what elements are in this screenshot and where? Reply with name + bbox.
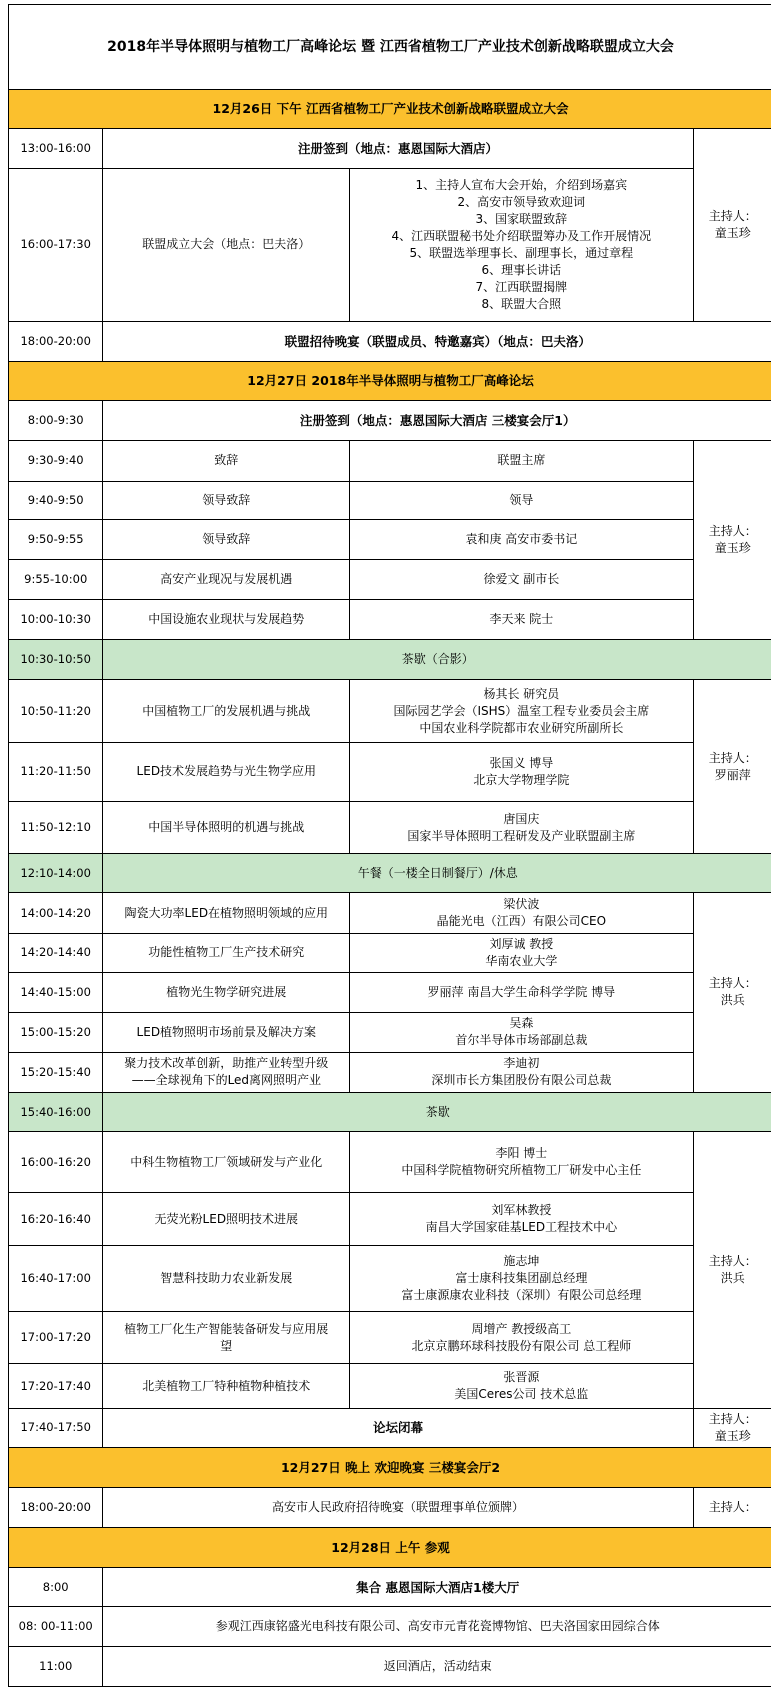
time-cell: 10:30-10:50 (9, 640, 103, 680)
time-cell: 16:00-16:20 (9, 1132, 103, 1193)
speaker-cell: 唐国庆 国家半导体照明工程研发及产业联盟副主席 (350, 801, 693, 853)
speaker-cell: 刘厚诚 教授 华南农业大学 (350, 934, 693, 973)
host-cell: 主持人： (693, 1488, 771, 1528)
topic-cell: 北美植物工厂特种植物种植技术 (103, 1364, 350, 1408)
time-cell: 15:20-15:40 (9, 1052, 103, 1092)
topic-cell: 领导致辞 (103, 520, 350, 560)
time-cell: 17:40-17:50 (9, 1408, 103, 1448)
topic-cell: 聚力技术改革创新，助推产业转型升级 ——全球视角下的Led离网照明产业 (103, 1052, 350, 1092)
schedule-row (9, 1646, 771, 1686)
schedule-row (9, 1052, 771, 1092)
closing-text: 论坛闭幕 (103, 1408, 693, 1448)
time-cell: 12:10-14:00 (9, 854, 103, 893)
topic-cell: 中国设施农业现状与发展趋势 (103, 600, 350, 640)
speaker-cell: 吴森 首尔半导体市场部副总裁 (350, 1012, 693, 1052)
host-cell: 主持人： 童玉珍 (693, 1408, 771, 1448)
schedule-row (9, 801, 771, 853)
schedule-row (9, 520, 771, 560)
time-cell: 9:55-10:00 (9, 560, 103, 600)
speaker-cell: 徐爱文 副市长 (350, 560, 693, 600)
time-cell: 15:40-16:00 (9, 1092, 103, 1132)
schedule-row (9, 1568, 771, 1607)
speaker-cell: 李阳 博士 中国科学院植物研究所植物工厂研发中心主任 (350, 1132, 693, 1193)
speaker-cell: 李天来 院士 (350, 600, 693, 640)
title-row (9, 5, 771, 90)
break-text: 茶歇（合影） (103, 640, 771, 680)
time-cell: 8:00 (9, 1568, 103, 1607)
schedule-row (9, 1193, 771, 1245)
schedule-row (9, 893, 771, 934)
schedule-row (9, 1245, 771, 1311)
evening-header: 12月27日 晚上 欢迎晚宴 三楼宴会厅2 (9, 1448, 771, 1488)
host-cell: 主持人： 洪兵 (693, 893, 771, 1092)
schedule-row (9, 1311, 771, 1363)
activity-text: 集合 惠恩国际大酒店1楼大厅 (103, 1568, 771, 1607)
speaker-cell: 领导 (350, 481, 693, 520)
schedule-row (9, 400, 771, 440)
time-cell: 17:00-17:20 (9, 1311, 103, 1363)
speaker-cell: 杨其长 研究员 国际园艺学会（ISHS）温室工程专业委员会主席 中国农业科学院都市农业研究所副所长 (350, 680, 693, 743)
schedule-row (9, 1132, 771, 1193)
page-title: 2018年半导体照明与植物工厂高峰论坛 暨 江西省植物工厂产业技术创新战略联盟成立大会 (9, 5, 771, 90)
speaker-cell: 梁伏波 晶能光电（江西）有限公司CEO (350, 893, 693, 934)
time-cell: 9:30-9:40 (9, 440, 103, 481)
schedule-row (9, 560, 771, 600)
day1-header: 12月26日 下午 江西省植物工厂产业技术创新战略联盟成立大会 (9, 90, 771, 129)
schedule-row (9, 1012, 771, 1052)
topic-cell: 无荧光粉LED照明技术进展 (103, 1193, 350, 1245)
time-cell: 11:00 (9, 1646, 103, 1686)
registration-text: 注册签到（地点：惠恩国际大酒店 三楼宴会厅1） (103, 400, 771, 440)
schedule-row (9, 743, 771, 802)
schedule-row (9, 680, 771, 743)
schedule-row (9, 440, 771, 481)
speaker-cell: 施志坤 富士康科技集团副总经理 富士康源康农业科技（深圳）有限公司总经理 (350, 1245, 693, 1311)
agenda-cell: 1、主持人宣布大会开始，介绍到场嘉宾 2、高安市领导致欢迎词 3、国家联盟致辞 4、江西联盟秘书处介绍联盟筹办及工作开展情况 5、联盟选举理事长、副理事长，通过章程 6、理事长讲话 7、江西联盟揭牌 8、联盟大合照 (350, 168, 693, 321)
host-cell: 主持人： 洪兵 (693, 1132, 771, 1408)
topic-cell: 智慧科技助力农业新发展 (103, 1245, 350, 1311)
time-cell: 14:20-14:40 (9, 934, 103, 973)
registration-text: 注册签到（地点：惠恩国际大酒店） (103, 128, 693, 168)
topic-cell: 植物工厂化生产智能装备研发与应用展 望 (103, 1311, 350, 1363)
topic-cell: 中国植物工厂的发展机遇与挑战 (103, 680, 350, 743)
break-row (9, 640, 771, 680)
topic-cell: 高安产业现况与发展机遇 (103, 560, 350, 600)
banquet-text: 高安市人民政府招待晚宴（联盟理事单位颁牌） (103, 1488, 693, 1528)
schedule-row (9, 600, 771, 640)
day-header-row (9, 361, 771, 400)
speaker-cell: 李迪初 深圳市长方集团股份有限公司总裁 (350, 1052, 693, 1092)
day-header-row (9, 90, 771, 129)
time-cell: 18:00-20:00 (9, 1488, 103, 1528)
time-cell: 17:20-17:40 (9, 1364, 103, 1408)
time-cell: 16:00-17:30 (9, 168, 103, 321)
time-cell: 9:40-9:50 (9, 481, 103, 520)
break-row (9, 1092, 771, 1132)
topic-cell: 联盟成立大会（地点：巴夫洛） (103, 168, 350, 321)
topic-cell: LED技术发展趋势与光生物学应用 (103, 743, 350, 802)
topic-cell: LED植物照明市场前景及解决方案 (103, 1012, 350, 1052)
speaker-cell: 罗丽萍 南昌大学生命科学学院 博导 (350, 972, 693, 1012)
time-cell: 14:40-15:00 (9, 972, 103, 1012)
schedule-row (9, 972, 771, 1012)
schedule-row (9, 481, 771, 520)
time-cell: 11:50-12:10 (9, 801, 103, 853)
time-cell: 14:00-14:20 (9, 893, 103, 934)
topic-cell: 植物光生物学研究进展 (103, 972, 350, 1012)
schedule-row (9, 322, 771, 362)
speaker-cell: 张国义 博导 北京大学物理学院 (350, 743, 693, 802)
activity-text: 返回酒店，活动结束 (103, 1646, 771, 1686)
speaker-cell: 联盟主席 (350, 440, 693, 481)
schedule-table (8, 4, 771, 1687)
activity-text: 参观江西康铭盛光电科技有限公司、高安市元青花瓷博物馆、巴夫洛国家田园综合体 (103, 1606, 771, 1646)
topic-cell: 陶瓷大功率LED在植物照明领域的应用 (103, 893, 350, 934)
day-header-row (9, 1528, 771, 1568)
host-cell: 主持人： 罗丽萍 (693, 680, 771, 854)
time-cell: 9:50-9:55 (9, 520, 103, 560)
host-cell: 主持人： 童玉珍 (693, 440, 771, 639)
schedule-row (9, 128, 771, 168)
time-cell: 18:00-20:00 (9, 322, 103, 362)
topic-cell: 功能性植物工厂生产技术研究 (103, 934, 350, 973)
time-cell: 16:20-16:40 (9, 1193, 103, 1245)
host-cell: 主持人： 童玉珍 (693, 128, 771, 321)
speaker-cell: 周增产 教授级高工 北京京鹏环球科技股份有限公司 总工程师 (350, 1311, 693, 1363)
time-cell: 13:00-16:00 (9, 128, 103, 168)
day2-header: 12月27日 2018年半导体照明与植物工厂高峰论坛 (9, 361, 771, 400)
topic-cell: 致辞 (103, 440, 350, 481)
break-text: 午餐（一楼全日制餐厅）/休息 (103, 854, 771, 893)
topic-cell: 领导致辞 (103, 481, 350, 520)
schedule-row (9, 1488, 771, 1528)
schedule-row (9, 934, 771, 973)
banquet-text: 联盟招待晚宴（联盟成员、特邀嘉宾）（地点：巴夫洛） (103, 322, 771, 362)
time-cell: 10:00-10:30 (9, 600, 103, 640)
break-text: 茶歇 (103, 1092, 771, 1132)
day3-header: 12月28日 上午 参观 (9, 1528, 771, 1568)
schedule-row (9, 1408, 771, 1448)
schedule-row (9, 1606, 771, 1646)
speaker-cell: 张晋源 美国Ceres公司 技术总监 (350, 1364, 693, 1408)
time-cell: 11:20-11:50 (9, 743, 103, 802)
time-cell: 10:50-11:20 (9, 680, 103, 743)
schedule-row (9, 1364, 771, 1408)
time-cell: 8:00-9:30 (9, 400, 103, 440)
break-row (9, 854, 771, 893)
speaker-cell: 袁和庚 高安市委书记 (350, 520, 693, 560)
time-cell: 16:40-17:00 (9, 1245, 103, 1311)
topic-cell: 中国半导体照明的机遇与挑战 (103, 801, 350, 853)
speaker-cell: 刘军林教授 南昌大学国家硅基LED工程技术中心 (350, 1193, 693, 1245)
schedule-row (9, 168, 771, 321)
time-cell: 08: 00-11:00 (9, 1606, 103, 1646)
time-cell: 15:00-15:20 (9, 1012, 103, 1052)
day-header-row (9, 1448, 771, 1488)
topic-cell: 中科生物植物工厂领域研发与产业化 (103, 1132, 350, 1193)
